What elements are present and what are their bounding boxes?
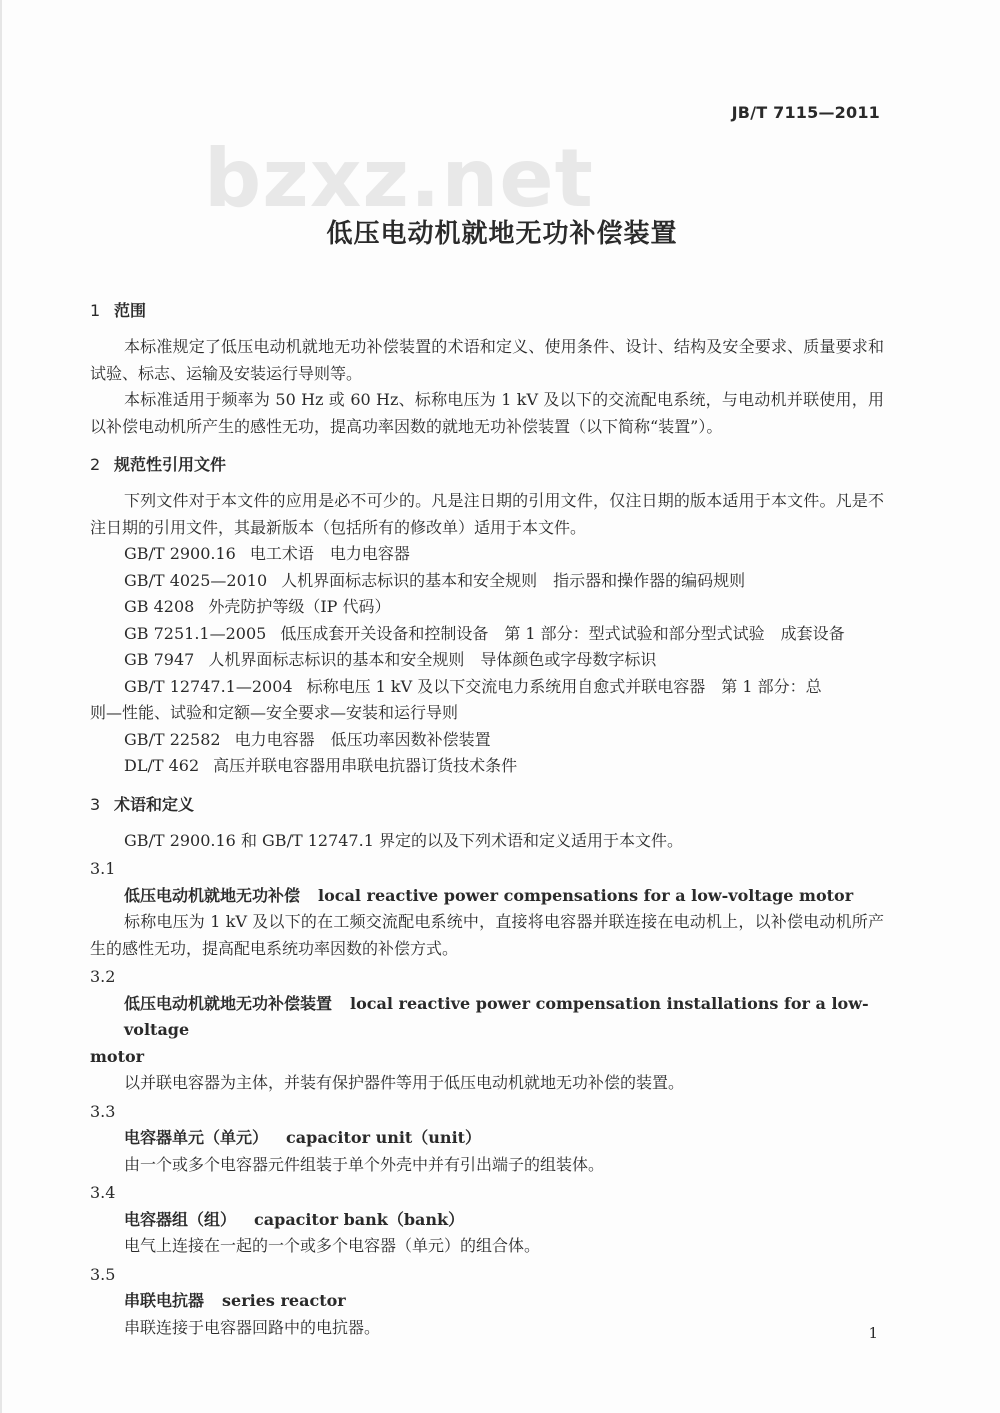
section-number: 1 <box>90 301 101 320</box>
reference-title: 外壳防护等级（IP 代码） <box>208 597 391 616</box>
reference-code: GB/T 22582 <box>124 729 221 749</box>
reference-item <box>90 568 884 595</box>
document-body <box>90 294 884 1341</box>
term-number: 3.2 <box>90 967 116 986</box>
reference-item <box>90 647 884 674</box>
section-heading-scope <box>90 294 884 328</box>
term-cn: 电容器组（组） <box>124 1209 237 1229</box>
section-heading-terms-definitions <box>90 788 884 822</box>
term-en: series reactor <box>222 1291 346 1310</box>
term-entry <box>90 1125 884 1152</box>
reference-title: 高压并联电容器用串联电抗器订货技术条件 <box>213 756 518 775</box>
term-en: capacitor unit（unit） <box>286 1128 482 1147</box>
reference-title: 电工术语 电力电容器 <box>249 544 410 563</box>
reference-code: GB 7251.1—2005 <box>124 623 267 643</box>
term-cn: 串联电抗器 <box>124 1291 205 1310</box>
reference-code: GB 7947 <box>124 650 195 669</box>
term-cn: 低压电动机就地无功补偿装置 <box>124 993 333 1013</box>
paragraph: 下列文件对于本文件的应用是必不可少的。凡是注日期的引用文件，仅注日期的版本适用于本文件。凡是不注日期的引用文件，其最新版本（包括所有的修改单）适用于本文件。 <box>90 491 884 537</box>
reference-title: 人机界面标志标识的基本和安全规则 指示器和操作器的编码规则 <box>281 570 746 590</box>
paragraph: 本标准适用于频率为 50 Hz 或 60 Hz、标称电压为 1 kV 及以下的交流配电系统，与电动机并联使用，用以补偿电动机所产生的感性无功，提高功率因数的就地无功补偿装置（以下简称“装置”）。 <box>90 390 884 436</box>
reference-item <box>90 621 884 648</box>
reference-item <box>90 753 884 780</box>
paragraph: GB/T 2900.16 和 GB/T 12747.1 界定的以及下列术语和定义适用于本文件。 <box>124 830 683 850</box>
document-title: 低压电动机就地无功补偿装置 <box>326 219 678 249</box>
standard-number: JB/T 7115—2011 <box>731 103 880 122</box>
reference-item <box>90 594 884 621</box>
term-entry <box>90 991 884 1044</box>
term-definition: 由一个或多个电容器元件组装于单个外壳中并有引出端子的组装体。 <box>124 1154 605 1174</box>
reference-code: GB/T 12747.1—2004 <box>124 676 293 696</box>
term-number: 3.4 <box>90 1183 116 1202</box>
watermark: bzxz.net <box>204 132 594 225</box>
term-definition: 串联连接于电容器回路中的电抗器。 <box>124 1317 381 1337</box>
term-entry <box>90 883 884 910</box>
reference-code: GB/T 2900.16 <box>124 544 236 563</box>
term-number: 3.5 <box>90 1264 116 1284</box>
reference-item <box>90 727 884 754</box>
term-number: 3.1 <box>90 859 116 878</box>
section-number: 2 <box>90 455 101 474</box>
term-cn: 低压电动机就地无功补偿 <box>124 885 301 905</box>
term-entry <box>90 1288 884 1315</box>
section-title: 范围 <box>114 301 147 320</box>
term-cn: 电容器单元（单元） <box>124 1128 269 1147</box>
page-number: 1 <box>868 1324 878 1342</box>
reference-item <box>90 674 884 701</box>
term-en: capacitor bank（bank） <box>254 1209 465 1229</box>
term-number: 3.3 <box>90 1101 116 1121</box>
reference-code: GB/T 4025—2010 <box>124 570 268 590</box>
term-en: local reactive power compensations for a low-voltage motor <box>318 885 854 905</box>
reference-code: GB 4208 <box>124 597 195 616</box>
reference-title: 标称电压 1 kV 及以下交流电力系统用自愈式并联电容器 第 1 部分：总 <box>306 676 822 696</box>
paragraph: 本标准规定了低压电动机就地无功补偿装置的术语和定义、使用条件、设计、结构及安全要求、质量要求和试验、标志、运输及安装运行导则等。 <box>90 337 884 383</box>
reference-title: 人机界面标志标识的基本和安全规则 导体颜色或字母数字标识 <box>208 650 657 669</box>
reference-title: 电力电容器 低压功率因数补偿装置 <box>234 729 491 749</box>
reference-title: 低压成套开关设备和控制设备 第 1 部分：型式试验和部分型式试验 成套设备 <box>280 623 845 643</box>
reference-continuation: 则—性能、试验和定额—安全要求—安装和运行导则 <box>90 703 459 722</box>
section-title: 规范性引用文件 <box>114 455 227 474</box>
term-en: local reactive power compensation installations for a low-voltage <box>124 993 869 1039</box>
term-en-continuation: motor <box>90 1046 145 1066</box>
term-definition: 以并联电容器为主体，并装有保护器件等用于低压电动机就地无功补偿的装置。 <box>124 1073 685 1092</box>
reference-code: DL/T 462 <box>124 756 200 775</box>
term-entry <box>90 1207 884 1234</box>
section-heading-normative-references <box>90 448 884 482</box>
section-title: 术语和定义 <box>114 794 195 814</box>
term-definition: 电气上连接在一起的一个或多个电容器（单元）的组合体。 <box>124 1236 541 1255</box>
reference-item <box>90 541 884 568</box>
section-number: 3 <box>90 794 101 814</box>
term-definition: 标称电压为 1 kV 及以下的在工频交流配电系统中，直接将电容器并联连接在电动机上，以补偿电动机所产生的感性无功，提高配电系统功率因数的补偿方式。 <box>90 912 884 958</box>
